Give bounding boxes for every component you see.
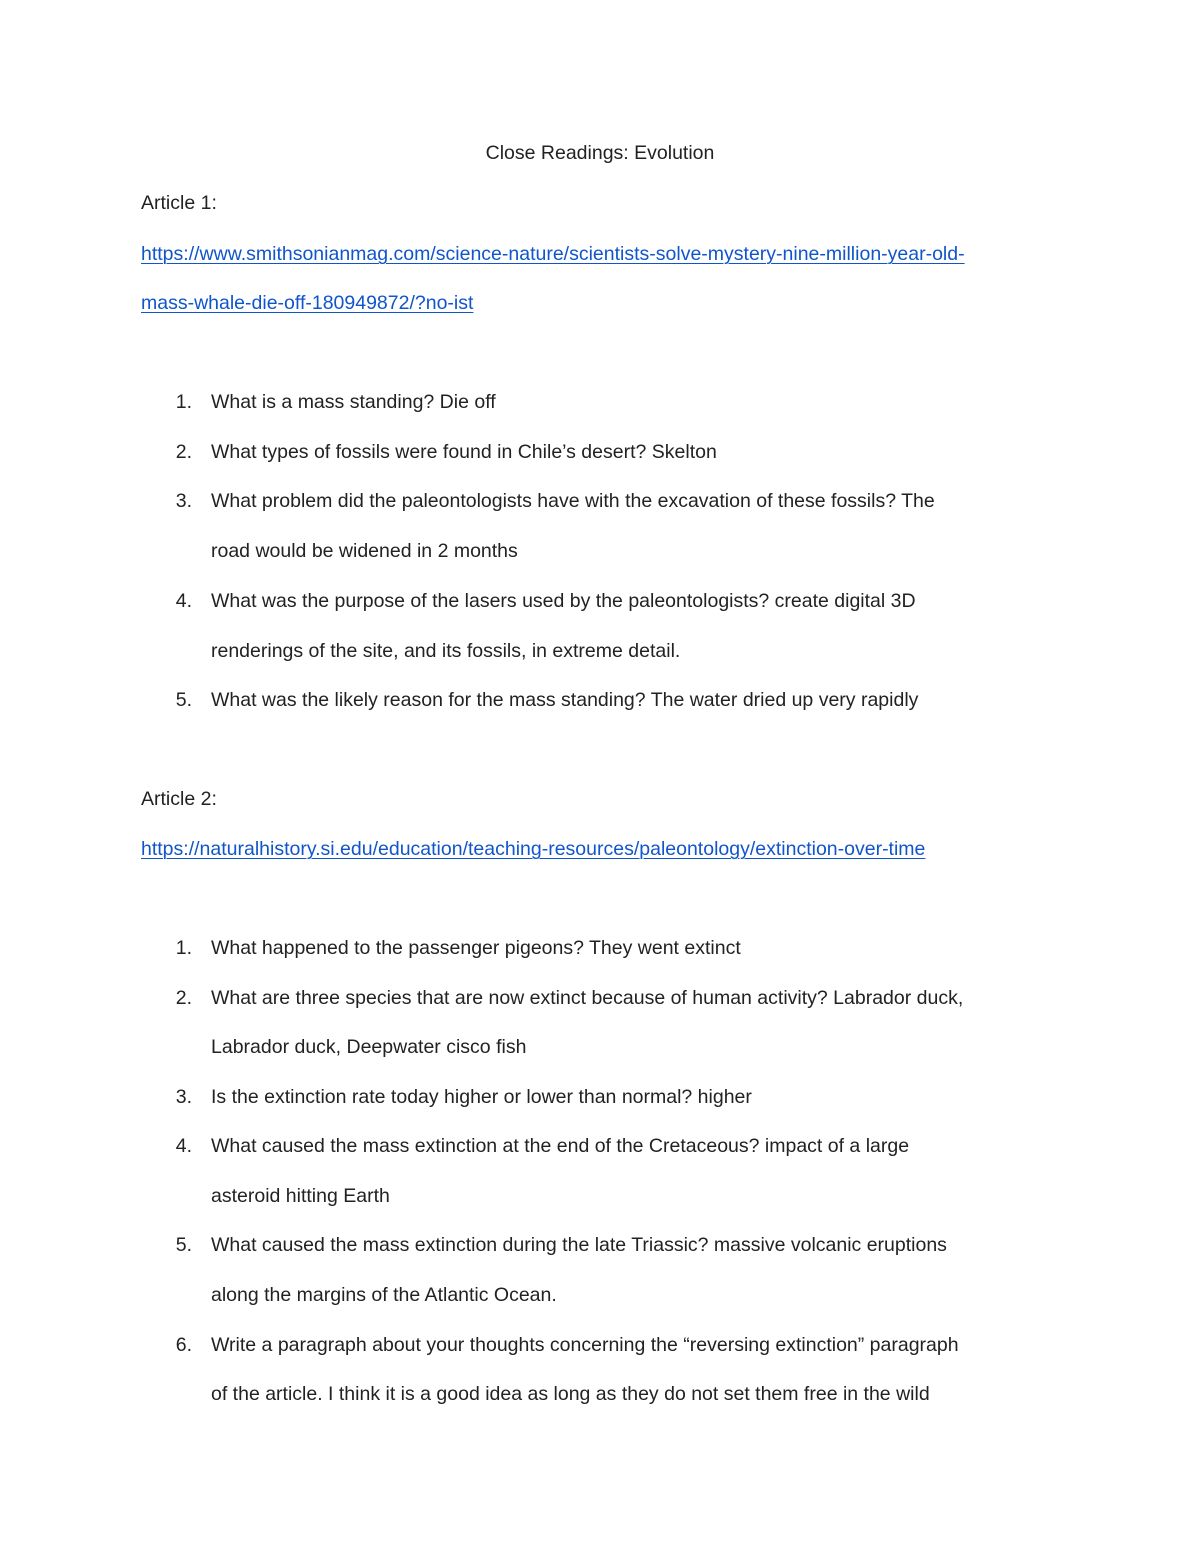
article-1-label: Article 1: [141,192,217,214]
article-1-link-line-1[interactable]: https://www.smithsonianmag.com/science-nature/scientists-solve-mystery-nine-million-year-old- [141,243,965,265]
question-number: 2. [175,441,192,463]
question-number: 2. [175,987,192,1009]
question-text: What caused the mass extinction during the late Triassic? massive volcanic eruptions [211,1234,947,1256]
article-1-link-line-2[interactable]: mass-whale-die-off-180949872/?no-ist [141,292,474,314]
question-text: What was the likely reason for the mass standing? The water dried up very rapidly [211,689,919,711]
question-text-continued: Labrador duck, Deepwater cisco fish [211,1036,527,1058]
question-text: What are three species that are now extinct because of human activity? Labrador duck, [211,987,964,1009]
document-title: Close Readings: Evolution [485,142,715,164]
question-number: 4. [175,1135,192,1157]
question-text-continued: of the article. I think it is a good idea as long as they do not set them free in the wild [211,1383,930,1405]
question-text: What problem did the paleontologists have with the excavation of these fossils? The [211,490,935,512]
question-number: 3. [175,1086,192,1108]
question-text: What was the purpose of the lasers used by the paleontologists? create digital 3D [211,590,916,612]
question-text-continued: road would be widened in 2 months [211,540,518,562]
question-text-continued: along the margins of the Atlantic Ocean. [211,1284,557,1306]
question-text: Write a paragraph about your thoughts concerning the “reversing extinction” paragraph [211,1334,959,1356]
article-2-label: Article 2: [141,788,217,810]
question-number: 1. [175,391,192,413]
question-number: 3. [175,490,192,512]
article-2-link[interactable]: https://naturalhistory.si.edu/education/teaching-resources/paleontology/extinction-over-time [141,838,926,860]
question-text: What happened to the passenger pigeons? They went extinct [211,937,741,959]
question-number: 4. [175,590,192,612]
question-text-continued: renderings of the site, and its fossils, in extreme detail. [211,640,681,662]
question-text: What types of fossils were found in Chile’s desert? Skelton [211,441,717,463]
question-text: What is a mass standing? Die off [211,391,496,413]
question-number: 6. [175,1334,192,1356]
question-text: What caused the mass extinction at the end of the Cretaceous? impact of a large [211,1135,910,1157]
question-number: 5. [175,1234,192,1256]
question-text-continued: asteroid hitting Earth [211,1185,390,1207]
question-number: 1. [175,937,192,959]
question-number: 5. [175,689,192,711]
question-text: Is the extinction rate today higher or lower than normal? higher [211,1086,752,1108]
